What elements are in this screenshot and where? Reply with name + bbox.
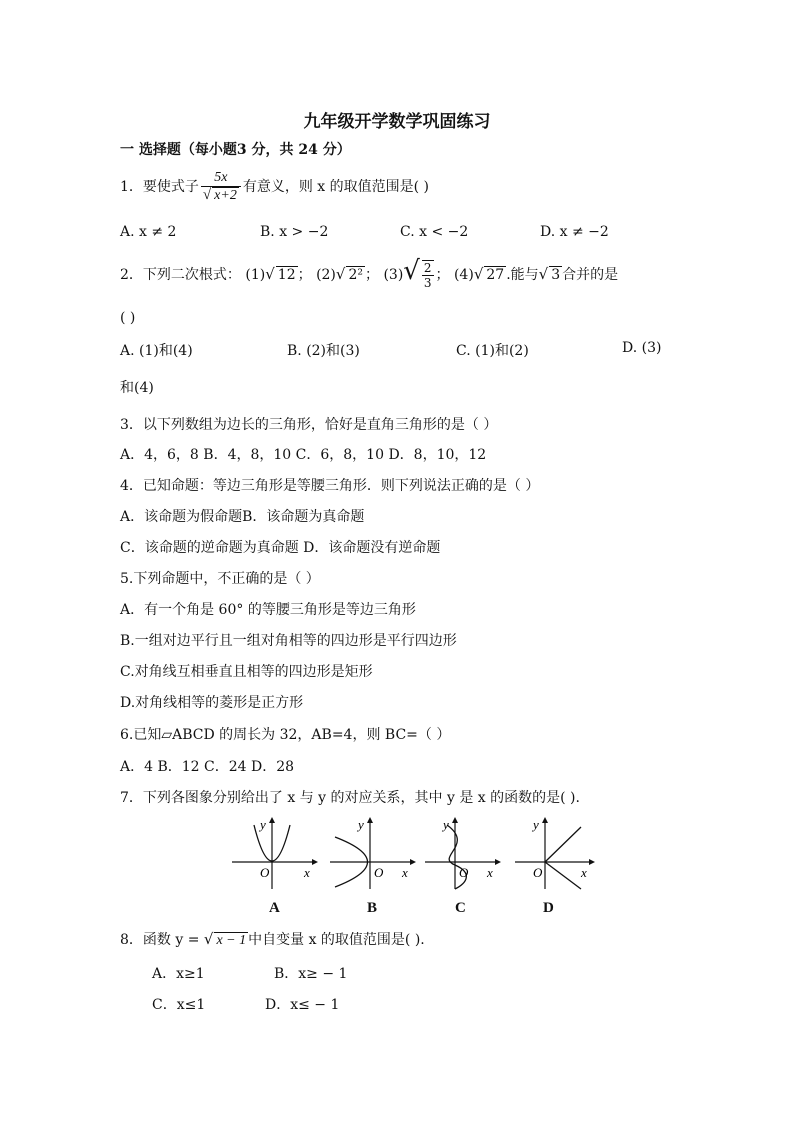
q2-option-c: C. (1)和(2) bbox=[456, 343, 529, 359]
q1-tail: 有意义，则 x 的取值范围是( ) bbox=[242, 179, 429, 195]
q2-item4-radicand: 27 bbox=[486, 267, 505, 283]
graph-a-x-label: x bbox=[304, 865, 310, 880]
q2-item3-numerator: 2 bbox=[423, 261, 432, 275]
graph-b-x-label: x bbox=[402, 865, 408, 880]
q3-options: A．4，6，8 B．4，8，10 C．6，8，10 D．8，10，12 bbox=[120, 447, 487, 463]
q2-item1-label: (1) bbox=[245, 267, 266, 283]
q8-text2: 中自变量 x 的取值范围是( ). bbox=[248, 932, 425, 948]
question-7: 7．下列各图象分别给出了 x 与 y 的对应关系，其中 y 是 x 的函数的是( ). bbox=[120, 790, 580, 806]
graph-a-origin: O bbox=[260, 865, 270, 880]
graph-c-label: C bbox=[455, 900, 466, 916]
graph-a bbox=[232, 815, 322, 890]
graph-c-y-label: y bbox=[443, 817, 449, 832]
graph-d bbox=[515, 815, 605, 890]
q2-option-b: B. (2)和(3) bbox=[287, 343, 360, 359]
graph-b-origin: O bbox=[374, 865, 384, 880]
q1-option-c: C. x < −2 bbox=[400, 224, 469, 240]
question-5: 5.下列命题中，不正确的是（ ） bbox=[120, 571, 320, 587]
section-heading: 一 选择题（每小题3 分，共 24 分） bbox=[120, 142, 351, 158]
q2-item3-fraction bbox=[422, 260, 434, 290]
q1-fraction bbox=[201, 170, 241, 204]
graph-c-origin: O bbox=[459, 865, 469, 880]
q6-options: A．4 B．12 C．24 D．28 bbox=[120, 759, 295, 775]
q2-item3-label: (3) bbox=[383, 267, 404, 283]
q1-option-b: B. x > −2 bbox=[260, 224, 329, 240]
page-title: 九年级开学数学巩固练习 bbox=[303, 112, 491, 132]
question-8: 8．函数 y = √ x − 1 中自变量 x 的取值范围是( ). bbox=[120, 930, 425, 948]
graph-d-x-label: x bbox=[581, 865, 587, 880]
q2-item4-label: (4) bbox=[453, 267, 474, 283]
graph-a-label: A bbox=[269, 900, 280, 916]
graph-d-y-label: y bbox=[533, 817, 539, 832]
q2-item2-label: (2) bbox=[316, 267, 336, 283]
q8-option-c: C．x≤1 bbox=[152, 997, 206, 1013]
graph-c-x-label: x bbox=[487, 865, 493, 880]
question-2: 2．下列二次根式： (1)√ 12 ； (2)√ 2² ； (3)√ $\frac{2}{3}$ ； (4)√ 27 .能与√ 3 合并的是 bbox=[120, 256, 619, 290]
q4-options-line1: A．该命题为假命题B．该命题为真命题 bbox=[120, 509, 365, 525]
graph-c bbox=[425, 815, 515, 890]
q8-option-b: B．x≥ − 1 bbox=[274, 966, 348, 982]
q1-denominator: √ x+2 bbox=[201, 186, 241, 204]
q2-option-d-wrap: 和(4) bbox=[120, 380, 154, 396]
q4-options-line2: C．该命题的逆命题为真命题 D．该命题没有逆命题 bbox=[120, 540, 441, 556]
q2-text: 2．下列二次根式： bbox=[120, 267, 241, 283]
q5-option-c: C.对角线互相垂直且相等的四边形是矩形 bbox=[120, 664, 373, 680]
q1-radicand: x+2 bbox=[214, 188, 237, 203]
q1-option-a: A. x ≠ 2 bbox=[120, 224, 177, 240]
q5-option-b: B.一组对边平行且一组对角相等的四边形是平行四边形 bbox=[120, 633, 457, 649]
q2-item3-denominator: 3 bbox=[423, 276, 432, 290]
q5-option-d: D.对角线相等的菱形是正方形 bbox=[120, 695, 304, 711]
q2-answer-paren: ( ) bbox=[120, 310, 136, 326]
q8-radicand: x − 1 bbox=[216, 933, 247, 948]
q1-prefix: 1．要使式子 bbox=[120, 179, 199, 195]
q5-option-a: A．有一个角是 60° 的等腰三角形是等边三角形 bbox=[120, 602, 416, 618]
q8-option-a: A．x≥1 bbox=[152, 966, 205, 982]
question-3: 3．以下列数组为边长的三角形，恰好是直角三角形的是（ ） bbox=[120, 417, 498, 433]
q2-item1-radicand: 12 bbox=[277, 267, 296, 283]
q1-option-d: D. x ≠ −2 bbox=[540, 224, 609, 240]
graph-d-label: D bbox=[543, 900, 554, 916]
q2-item2-radicand: 2² bbox=[348, 267, 363, 283]
question-6: 6.已知▱ABCD 的周长为 32，AB=4，则 BC=（ ） bbox=[120, 727, 451, 743]
graph-d-origin: O bbox=[533, 865, 543, 880]
q2-rad3: 3 bbox=[551, 267, 561, 283]
q1-numerator: 5x bbox=[214, 170, 228, 185]
graph-a-y-label: y bbox=[260, 817, 266, 832]
q8-text1: 8．函数 y = bbox=[120, 932, 204, 948]
question-1 bbox=[120, 170, 429, 204]
question-4: 4．已知命题：等边三角形是等腰三角形．则下列说法正确的是（ ） bbox=[120, 478, 540, 494]
graph-b-label: B bbox=[367, 900, 378, 916]
q8-option-d: D．x≤ − 1 bbox=[265, 997, 340, 1013]
q2-text3: 合并的是 bbox=[562, 267, 619, 283]
q2-text2: .能与 bbox=[506, 267, 539, 283]
graph-b bbox=[330, 815, 420, 890]
q2-option-d: D. (3) bbox=[622, 340, 662, 356]
q2-option-a: A. (1)和(4) bbox=[120, 343, 193, 359]
graph-b-y-label: y bbox=[358, 817, 364, 832]
